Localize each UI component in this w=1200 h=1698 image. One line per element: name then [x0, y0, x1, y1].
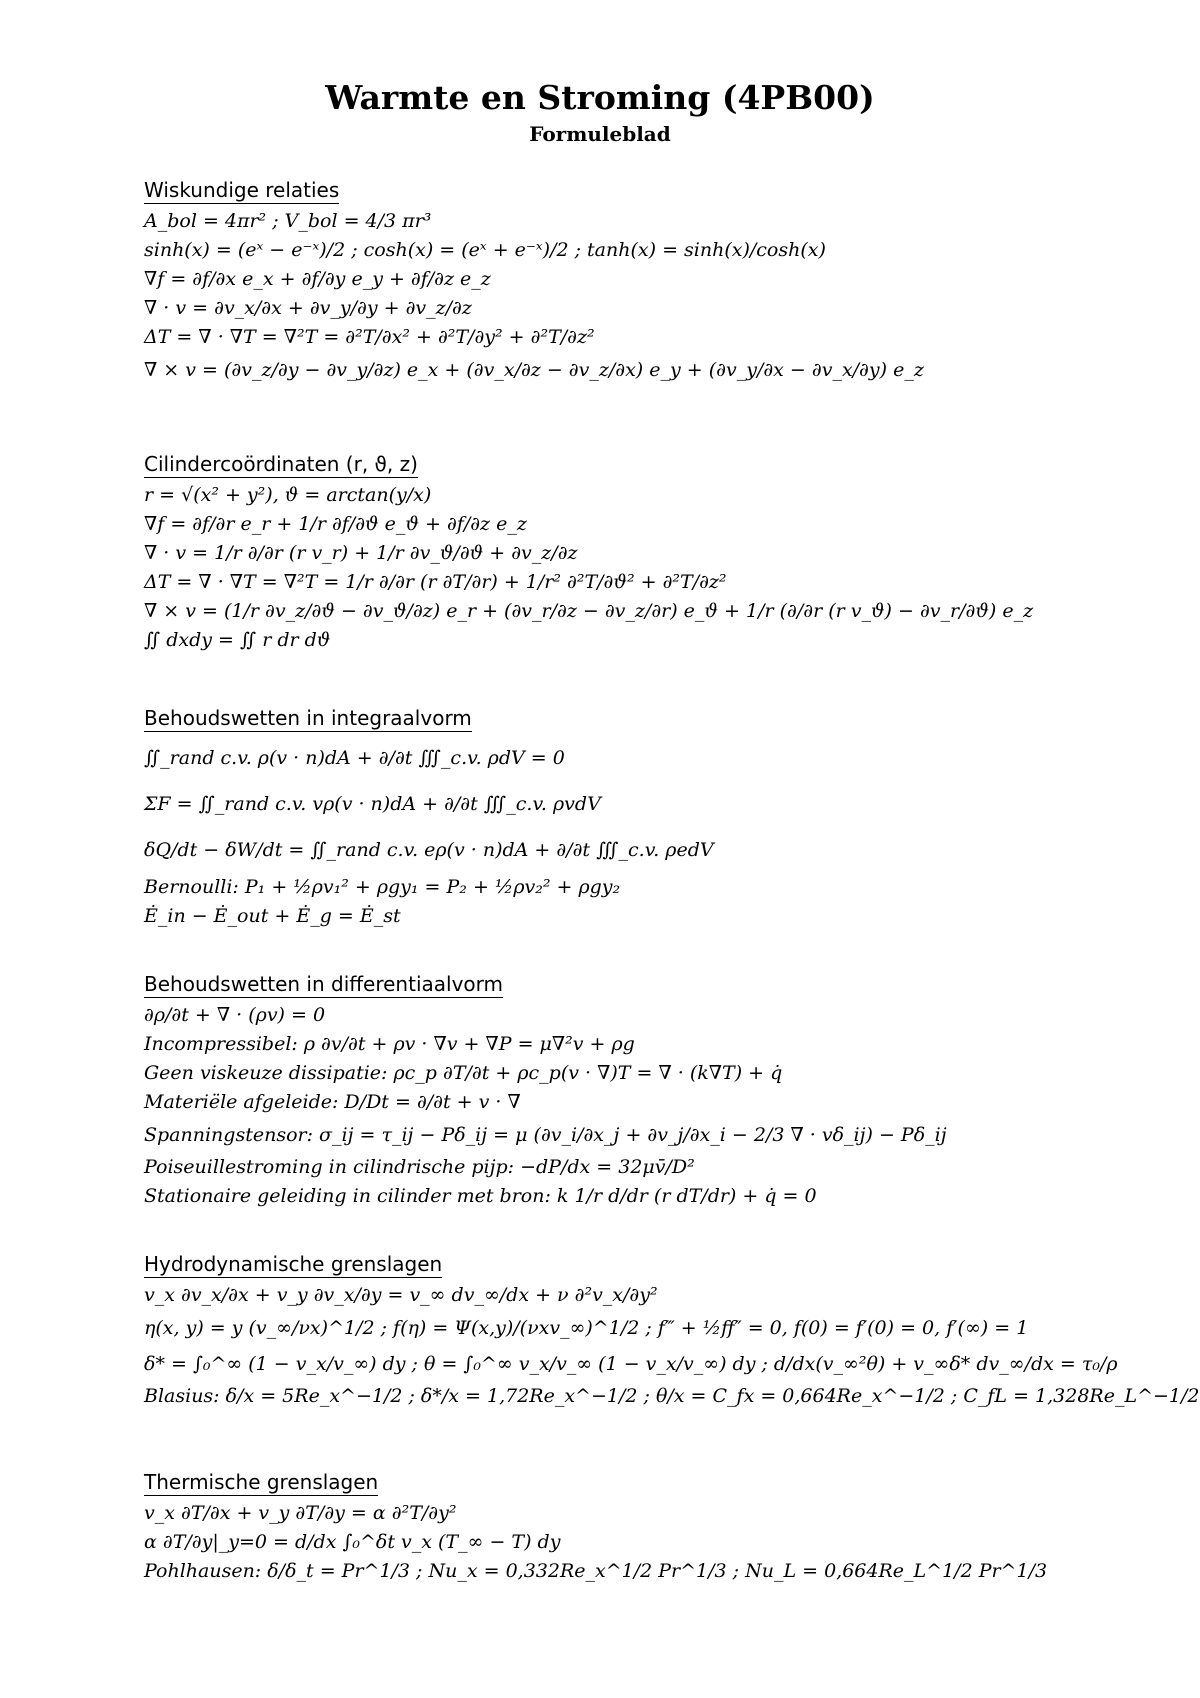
formula-line: Bernoulli: P₁ + ½ρv₁² + ρgy₁ = P₂ + ½ρv₂² + ρgy₂: [144, 876, 621, 898]
formula-line: ∇f = ∂f/∂r e_r + 1/r ∂f/∂ϑ e_ϑ + ∂f/∂z e_z: [144, 513, 527, 535]
section-heading: Cilindercoördinaten (r, ϑ, z): [144, 452, 418, 476]
formula-line: α ∂T/∂y|_y=0 = d/dx ∫₀^δt v_x (T_∞ − T) dy: [144, 1531, 561, 1553]
formula-line: ΣF = ∬_rand c.v. vρ(v · n)dA + ∂/∂t ∭_c.v. ρvdV: [144, 793, 601, 815]
formula-line: ∇f = ∂f/∂x e_x + ∂f/∂y e_y + ∂f/∂z e_z: [144, 268, 491, 290]
formula-line: Ė_in − Ė_out + Ė_g = Ė_st: [144, 905, 401, 927]
section-heading: Behoudswetten in differentiaalvorm: [144, 972, 503, 996]
formula-line: δQ/dt − δW/dt = ∬_rand c.v. eρ(v · n)dA + ∂/∂t ∭_c.v. ρedV: [144, 839, 714, 861]
section-behoudswetten-integraalvorm: [144, 706, 1104, 931]
formula-line: Materiële afgeleide: D/Dt = ∂/∂t + v · ∇: [144, 1091, 521, 1113]
formula-line: ∇ · v = 1/r ∂/∂r (r v_r) + 1/r ∂v_ϑ/∂ϑ + ∂v_z/∂z: [144, 542, 578, 564]
formula-line: δ* = ∫₀^∞ (1 − v_x/v_∞) dy ; θ = ∫₀^∞ v_x/v_∞ (1 − v_x/v_∞) dy ; d/dx(v_∞²θ) + v_∞δ* dv_∞/dx = τ₀/ρ: [144, 1353, 1118, 1375]
section-behoudswetten-differentiaalvorm: [144, 972, 1104, 1211]
section-heading: Hydrodynamische grenslagen: [144, 1252, 443, 1276]
section-wiskundige-relaties: [144, 178, 1104, 388]
formula-line: Pohlhausen: δ/δ_t = Pr^1/3 ; Nu_x = 0,332Re_x^1/2 Pr^1/3 ; Nu_L = 0,664Re_L^1/2 Pr^1/3: [144, 1560, 1048, 1582]
section-heading: Wiskundige relaties: [144, 178, 340, 202]
formula-line: Stationaire geleiding in cilinder met bron: k 1/r d/dr (r dT/dr) + q̇ = 0: [144, 1185, 817, 1207]
page-title: Warmte en Stroming (4PB00): [325, 78, 875, 117]
formula-line: Blasius: δ/x = 5Re_x^−1/2 ; δ*/x = 1,72Re_x^−1/2 ; θ/x = C_fx = 0,664Re_x^−1/2 ; C_fL = 1,328Re_L^−1/2: [144, 1385, 1200, 1407]
section-heading: Thermische grenslagen: [144, 1470, 379, 1494]
section-cilindercoordinaten: [144, 452, 1104, 655]
formula-line: sinh(x) = (eˣ − e⁻ˣ)/2 ; cosh(x) = (eˣ + e⁻ˣ)/2 ; tanh(x) = sinh(x)/cosh(x): [144, 239, 826, 261]
formula-line: Incompressibel: ρ ∂v/∂t + ρv · ∇v + ∇P = μ∇²v + ρg: [144, 1033, 635, 1055]
section-heading: Behoudswetten in integraalvorm: [144, 706, 472, 730]
formula-line: ∬_rand c.v. ρ(v · n)dA + ∂/∂t ∭_c.v. ρdV = 0: [144, 747, 565, 769]
page-subtitle: Formuleblad: [529, 122, 671, 146]
formula-line: ΔT = ∇ · ∇T = ∇²T = 1/r ∂/∂r (r ∂T/∂r) + 1/r² ∂²T/∂ϑ² + ∂²T/∂z²: [144, 571, 727, 593]
formula-line: v_x ∂T/∂x + v_y ∂T/∂y = α ∂²T/∂y²: [144, 1502, 457, 1524]
section-hydrodynamische-grenslagen: [144, 1252, 1200, 1411]
section-thermische-grenslagen: [144, 1470, 1104, 1586]
formula-line: ∇ · v = ∂v_x/∂x + ∂v_y/∂y + ∂v_z/∂z: [144, 297, 472, 319]
formula-line: ∇ × v = (∂v_z/∂y − ∂v_y/∂z) e_x + (∂v_x/∂z − ∂v_z/∂x) e_y + (∂v_y/∂x − ∂v_x/∂y) e_z: [144, 359, 924, 381]
formula-line: A_bol = 4πr² ; V_bol = 4/3 πr³: [144, 210, 432, 232]
formula-line: r = √(x² + y²), ϑ = arctan(y/x): [144, 484, 432, 506]
formula-line: Geen viskeuze dissipatie: ρc_p ∂T/∂t + ρc_p(v · ∇)T = ∇ · (k∇T) + q̇: [144, 1062, 783, 1084]
formula-line: ∂ρ/∂t + ∇ · (ρv) = 0: [144, 1004, 326, 1026]
formula-line: Spanningstensor: σ_ij = τ_ij − Pδ_ij = μ (∂v_i/∂x_j + ∂v_j/∂x_i − 2/3 ∇ · vδ_ij) − Pδ_ij: [144, 1124, 947, 1146]
formula-line: ΔT = ∇ · ∇T = ∇²T = ∂²T/∂x² + ∂²T/∂y² + ∂²T/∂z²: [144, 326, 595, 348]
formula-line: v_x ∂v_x/∂x + v_y ∂v_x/∂y = v_∞ dv_∞/dx + ν ∂²v_x/∂y²: [144, 1284, 658, 1306]
formula-line: ∇ × v = (1/r ∂v_z/∂ϑ − ∂v_ϑ/∂z) e_r + (∂v_r/∂z − ∂v_z/∂r) e_ϑ + 1/r (∂/∂r (r v_ϑ) − ∂v_r/∂ϑ) e_z: [144, 600, 1034, 622]
formula-line: η(x, y) = y (v_∞/νx)^1/2 ; f(η) = Ψ(x,y)/(νxv_∞)^1/2 ; f‴ + ½ff″ = 0, f(0) = f′(0) = 0, f′(∞) = 1: [144, 1317, 1029, 1339]
formula-line: Poiseuillestroming in cilindrische pijp: −dP/dx = 32μv̄/D²: [144, 1156, 695, 1178]
formula-line: ∬ dxdy = ∬ r dr dϑ: [144, 629, 331, 651]
